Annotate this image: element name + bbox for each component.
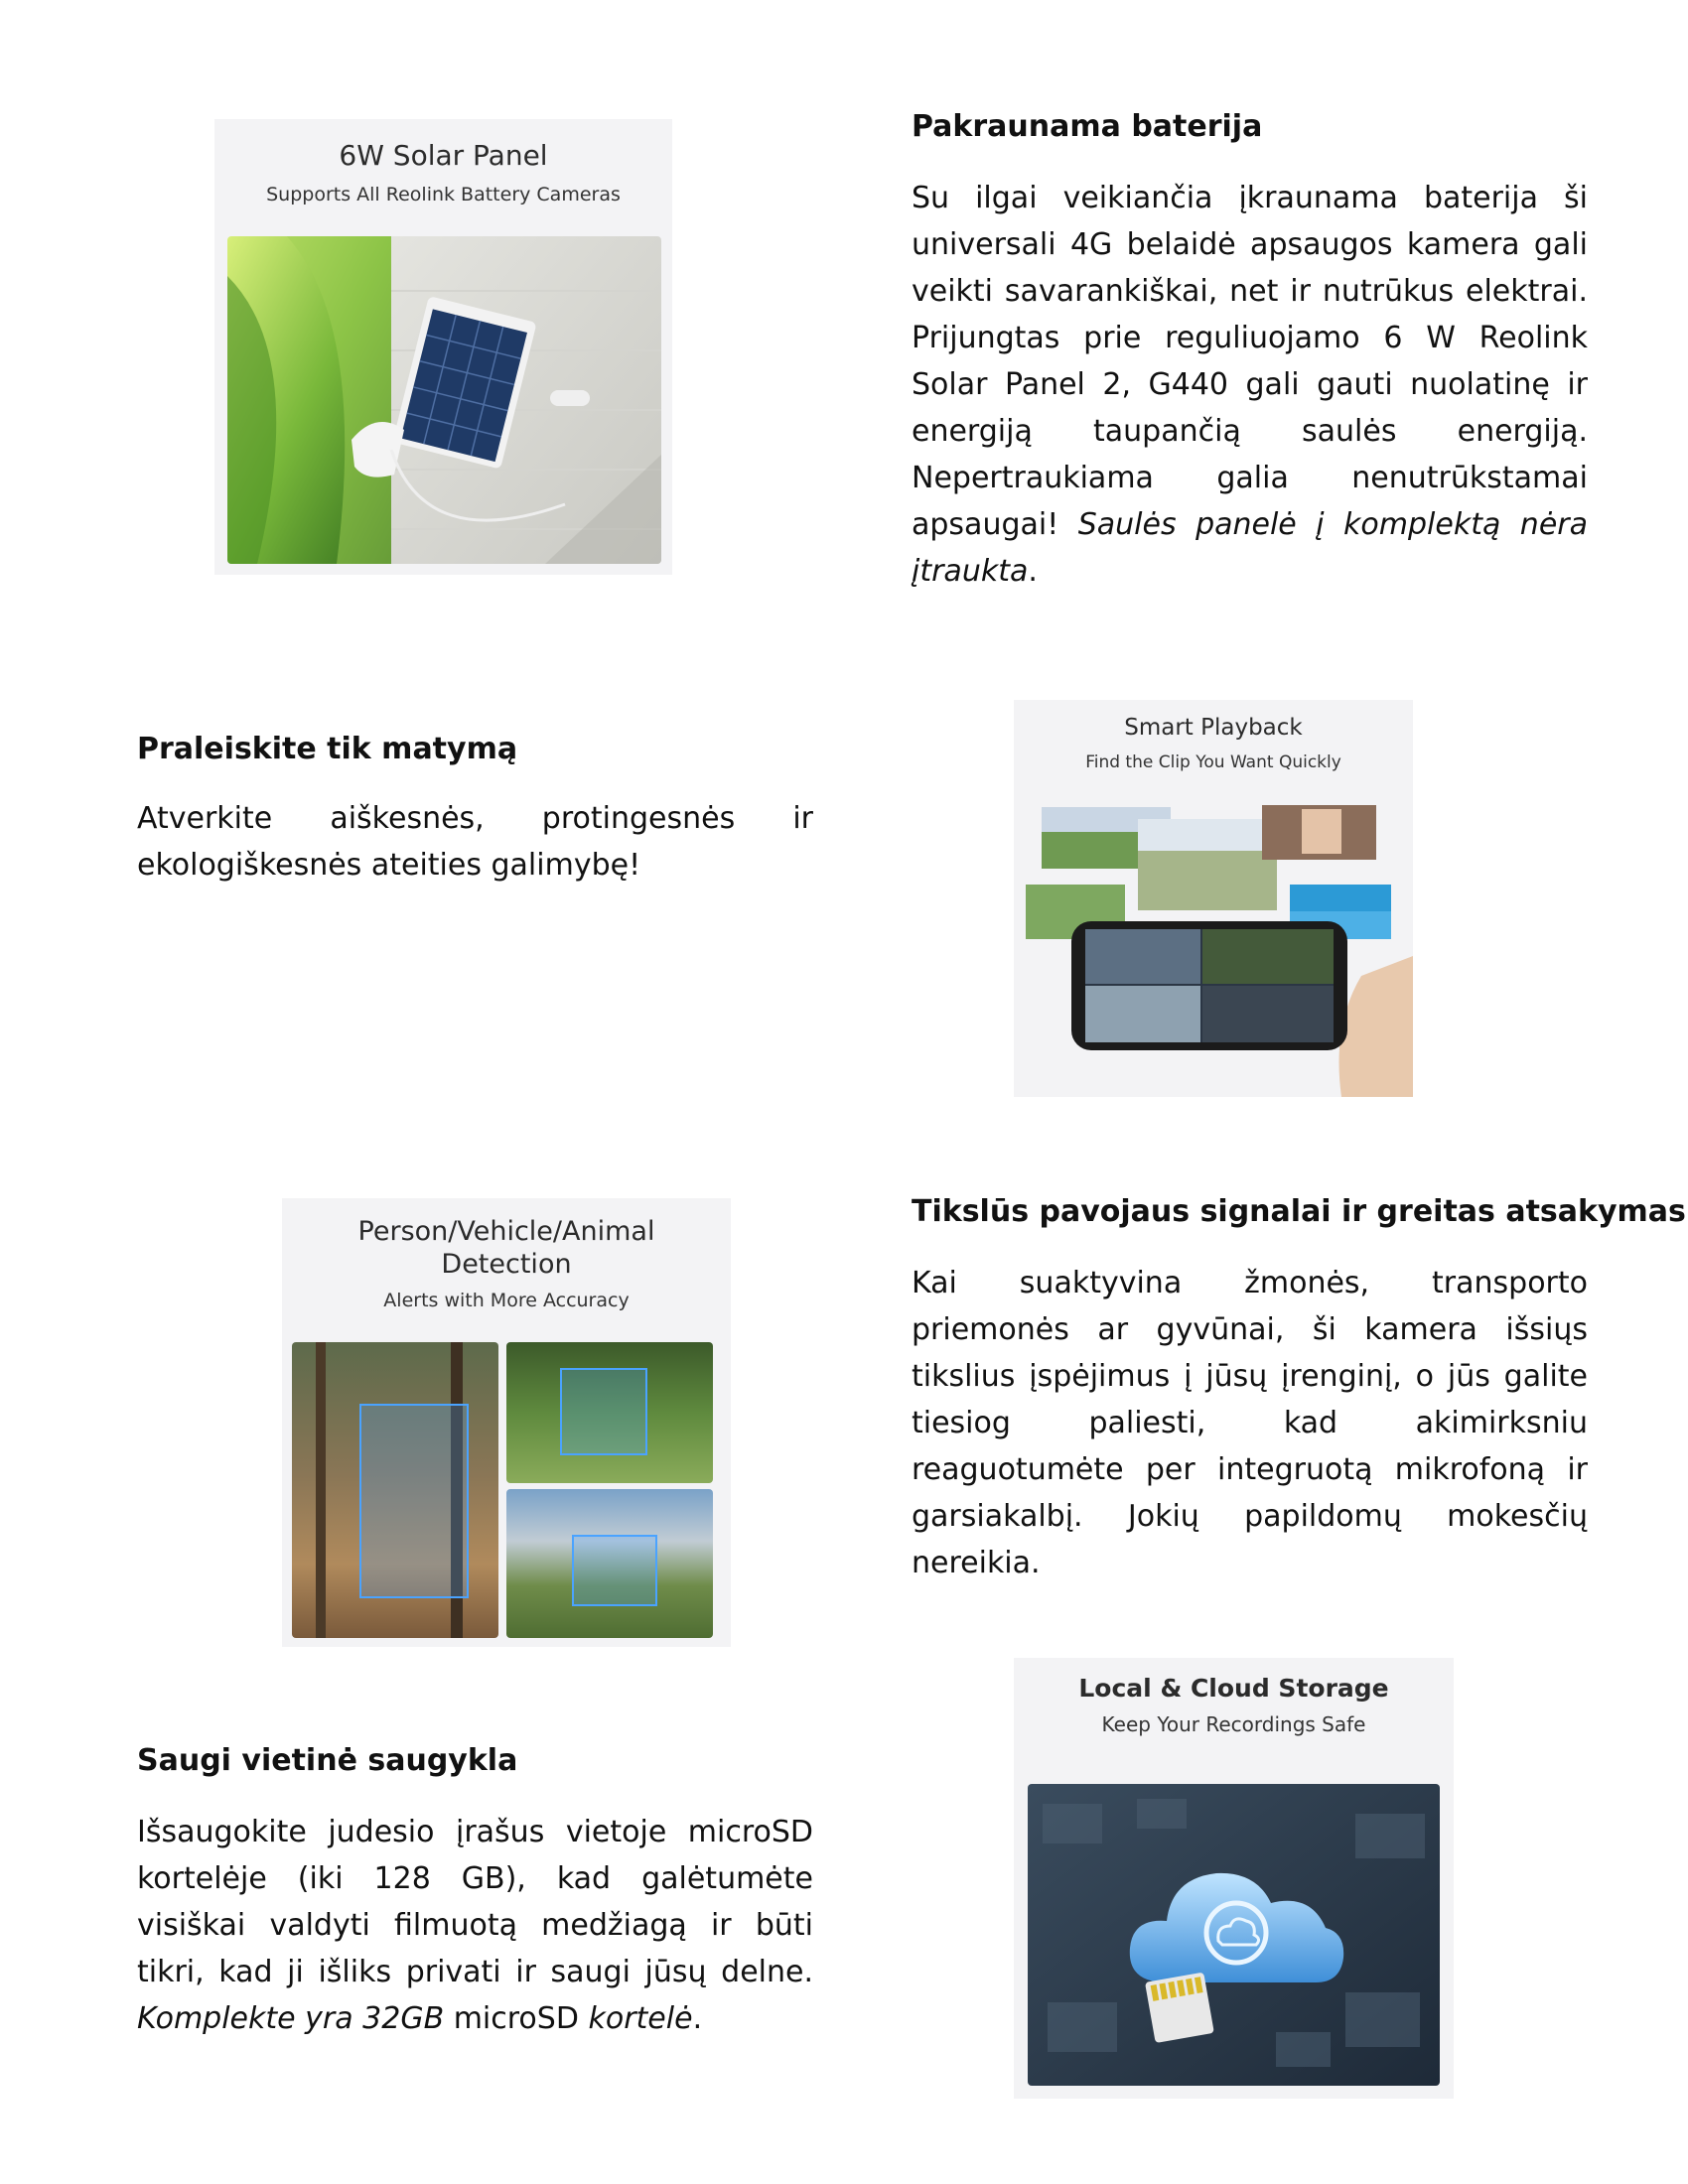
person-detection-photo: [292, 1342, 498, 1638]
battery-heading: Pakraunama baterija: [912, 109, 1263, 144]
battery-text: Su ilgai veikiančia įkraunama baterija ši universali 4G belaidė apsaugos kamera gali veikti savarankiškai, net ir nutrūkus elektrai. Prijungtas prie reguliuojamo 6 W Reolink Solar Panel 2, G440 gali gauti nuolatinę ir energiją taupančią saulės energiją. Nepertraukiama galia nenutrūkstamai apsaugai!: [912, 181, 1588, 542]
animal-detection-box: [560, 1368, 647, 1455]
animal-detection-photo: [506, 1342, 713, 1483]
battery-text-italic: Saulės panelė į komplektą nėra įtraukta: [912, 507, 1588, 589]
playback-paragraph: Atverkite aiškesnės, protingesnės ir ekologiškesnės ateities galimybę!: [137, 801, 813, 883]
storage-text-end: .: [692, 2001, 703, 2036]
solar-panel-photo: [227, 236, 661, 564]
battery-paragraph: [912, 175, 1588, 595]
vehicle-detection-photo: [506, 1489, 713, 1638]
detection-card-title-1: Person/Vehicle/Animal: [357, 1216, 655, 1247]
solar-card-title: 6W Solar Panel: [339, 139, 548, 172]
playback-collage: [1014, 797, 1413, 1097]
storage-heading: Saugi vietinė saugykla: [137, 1743, 518, 1778]
playback-heading: Praleiskite tik matymą: [137, 732, 518, 766]
person-detection-box: [359, 1404, 469, 1598]
storage-card-subtitle: Keep Your Recordings Safe: [1101, 1712, 1366, 1736]
storage-text-italic-2: kortelė: [588, 2001, 693, 2036]
vehicle-detection-box: [572, 1535, 657, 1606]
storage-text-italic: Komplekte yra 32GB: [137, 2001, 445, 2036]
smart-playback-image: [1014, 700, 1413, 1097]
battery-text-end: .: [1028, 554, 1038, 589]
playback-card-subtitle: Find the Clip You Want Quickly: [1085, 752, 1341, 772]
solar-card-subtitle: Supports All Reolink Battery Cameras: [266, 184, 621, 205]
cloud-storage-image: [1014, 1658, 1454, 2099]
detection-image: [282, 1198, 731, 1647]
detection-card-title-2: Detection: [441, 1249, 572, 1280]
storage-text: Išsaugokite judesio įrašus vietoje microSD kortelėje (iki 128 GB), kad galėtumėte visiškai valdyti filmuotą medžiagą ir būti tikri, kad ji išliks privati ir saugi jūsų delne.: [137, 1815, 813, 1989]
alerts-paragraph: Kai suaktyvina žmonės, transporto priemonės ar gyvūnai, ši kamera išsiųs tikslius įspėjimus į jūsų įrenginį, o jūs galite tiesiog paliesti, kad akimirksniu reaguotumėte per integruotą mikrofoną ir garsiakalbį. Jokių papildomų mokesčių nereikia.: [912, 1266, 1588, 1580]
storage-card-title: Local & Cloud Storage: [1078, 1674, 1389, 1703]
storage-paragraph: [137, 1809, 813, 2042]
detection-card-subtitle: Alerts with More Accuracy: [383, 1290, 630, 1311]
storage-text-mid: microSD: [453, 2001, 579, 2036]
alerts-heading: Tikslūs pavojaus signalai ir greitas atsakymas: [912, 1194, 1686, 1229]
solar-panel-image: [214, 119, 672, 575]
playback-card-title: Smart Playback: [1124, 715, 1303, 741]
cloud-storage-photo: [1028, 1784, 1440, 2086]
